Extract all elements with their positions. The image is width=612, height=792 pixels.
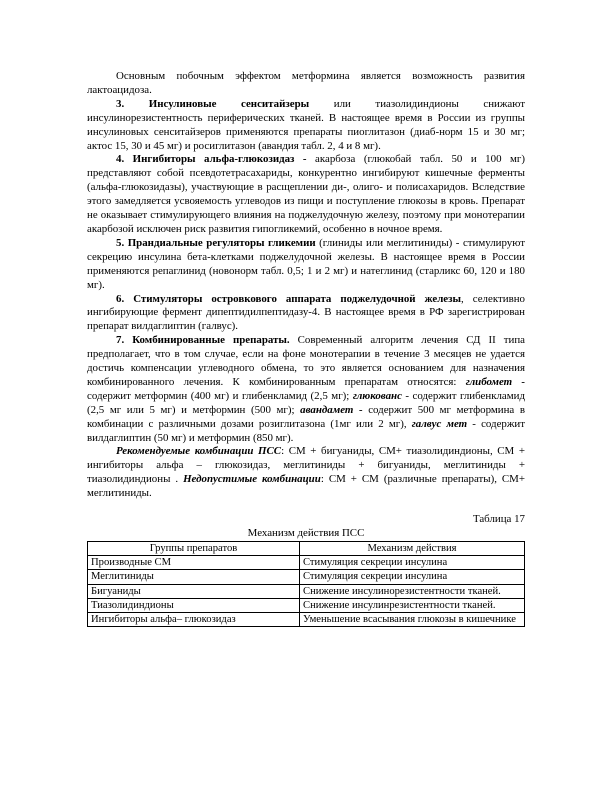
table-row	[88, 556, 525, 570]
paragraph-islet-stimulators: 6. Стимуляторы островкового аппарата поджелудочной железы, селективно ингибирующие фермент дипептидилпептидазу-4. В настоящее время в РФ зарегистрирован препарат вилдаглиптин (галвус).	[87, 292, 525, 333]
table-cell-mechanism: Стимуляция секреции инсулина	[300, 570, 525, 584]
table-cell-group: Тиазолидиндионы	[88, 598, 300, 612]
table-title: Механизм действия ПСС	[247, 527, 365, 539]
table-cell-mechanism: Стимуляция секреции инсулина	[300, 556, 525, 570]
heading-recommended-combinations: Рекомендуемые комбинации ПСС	[116, 445, 282, 458]
table-cell-group: Производные СМ	[88, 556, 300, 570]
column-header-groups: Группы препаратов	[88, 541, 300, 555]
column-header-mechanism: Механизм действия	[300, 541, 525, 555]
table-cell-group: Ингибиторы альфа– глюкозидаз	[88, 612, 300, 626]
table-cell-mechanism: Уменьшение всасывания глюкозы в кишечнике	[300, 612, 525, 626]
heading-combined-drugs: 7. Комбинированные препараты.	[116, 334, 290, 347]
heading-islet-stimulators: 6. Стимуляторы островкового аппарата поджелудочной железы	[116, 292, 462, 305]
drug-name-glibomet: глибомет -	[465, 375, 525, 388]
table-header-row	[88, 541, 525, 555]
table-number: Таблица 17	[472, 513, 525, 526]
table-row	[88, 598, 525, 612]
heading-unacceptable-combinations: Недопустимые комбинации	[183, 473, 321, 486]
table-cell-group: Меглитиниды	[88, 570, 300, 584]
mechanism-table	[87, 541, 525, 627]
table-cell-mechanism: Снижение инсулинорезистентности тканей.	[300, 584, 525, 598]
table-row	[88, 570, 525, 584]
heading-insulin-sensitizers: 3. Инсулиновые сенситайзеры	[116, 97, 310, 110]
paragraph-prandial-regulators: 5. Прандиальные регуляторы гликемии (глиниды или меглитиниды) - стимулируют секрецию инсулина бета-клетками поджелудочной железы. В настоящее время в России применяются репаглинид (новонорм табл. 0,5; 1 и 2 мг) и натеглинид (старликс 60, 120 и 180 мг).	[87, 236, 525, 291]
paragraph-combined-drugs: 7. Комбинированные препараты. Современный алгоритм лечения СД II типа предполагает, что в том случае, если на фоне монотерапии в течение 3 месяцев не удается достичь компенсации углеводного обмена, то это является основанием для назначения комбинированного лечения. К комбинированным препаратам относятся: глибомет - содержит метформин (400 мг) и глибенкламид (2,5 мг); глюкованс - содержит глибенкламид (2,5 мг или 5 мг) и метформин (500 мг); авандамет - содержит 500 мг метформина в комбинации с различными дозами розиглитазона (1мг или 2 мг), галвус мет - содержит вилдаглиптин (50 мг) и метформин (850 мг).	[87, 334, 526, 444]
table-cell-mechanism: Снижение инсулинрезистентности тканей.	[300, 598, 525, 612]
paragraph-insulin-sensitizers: 3. Инсулиновые сенситайзеры или тиазолидиндионы снижают инсулинорезистентность периферических тканей. В настоящее время в России из группы инсулиновых сенситайзеров применяются препараты пиоглитазон (диаб-норм 15 и 30 мг; актос 15, 30 и 45 мг) и росиглитазон (авандия табл. 2, 4 и 8 мг).	[87, 97, 525, 152]
heading-prandial-regulators: 5. Прандиальные регуляторы гликемии	[116, 236, 316, 249]
heading-alpha-glucosidase-inhibitors: 4. Ингибиторы альфа-глюкозидаз -	[116, 153, 307, 166]
paragraph-combinations: Рекомендуемые комбинации ПСС: СМ + бигуаниды, СМ+ тиазолидиндионы, СМ + ингибиторы альфа – глюкозидаз, меглитиниды + бигуаниды, меглитиниды + тиазолидиндионы . Недопустимые комбинации: СМ + СМ (различные препараты), СМ+ меглитиниды.	[87, 445, 525, 500]
table-row	[88, 584, 525, 598]
paragraph-alpha-glucosidase-inhibitors: 4. Ингибиторы альфа-глюкозидаз - акарбоза (глюкобай табл. 50 и 100 мг) представляют собой псевдотетрасахариды, конкурентно ингибируют кишечные ферменты (альфа-глюкозидазы), участвующие в расщеплении ди-, олиго- и полисахаридов. Вследствие этого замедляется усвояемость углеводов из пищи и поступление глюкозы в кровь. Препарат не оказывает стимулирующего влияния на поджелудочную железу, поэтому при монотерапии акарбозой исключен риск развития гипогликемий, особенно в ночное время.	[87, 153, 525, 235]
drug-name-glucovance: глюкованс	[352, 389, 402, 402]
drug-name-avandamet: авандамет -	[300, 403, 363, 416]
paragraph-metformin-side-effect: Основным побочным эффектом метформина является возможность развития лактоацидоза.	[87, 70, 525, 96]
drug-name-galvus-met: галвус мет	[411, 417, 468, 430]
table-row	[88, 612, 525, 626]
table-cell-group: Бигуаниды	[88, 584, 300, 598]
